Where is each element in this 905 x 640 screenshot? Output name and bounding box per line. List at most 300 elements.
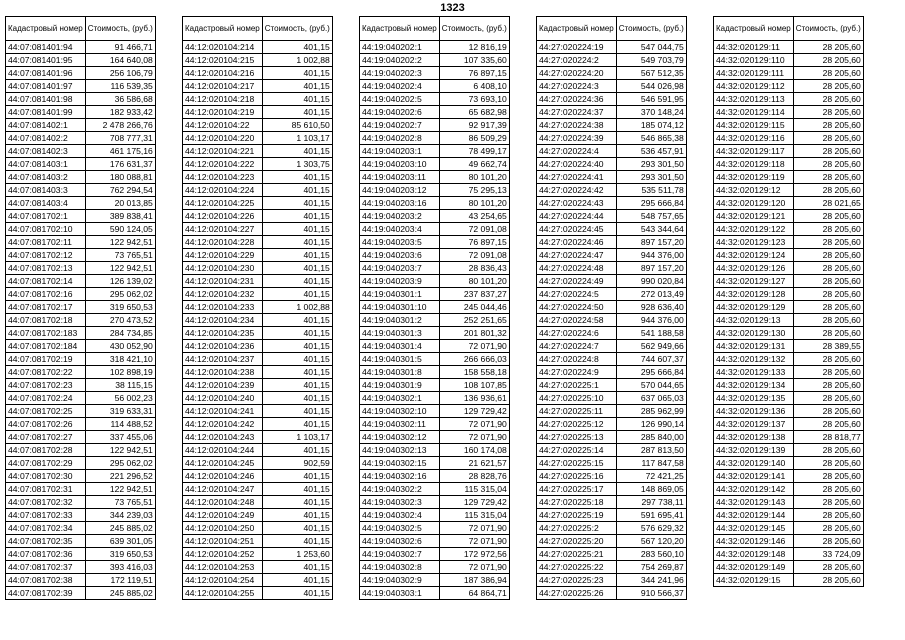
table-row [714,80,864,93]
table-row [6,327,156,340]
cost-cell: 28 205,60 [793,327,863,340]
table-row [714,392,864,405]
cadastral-number-cell: 44:19:040301:3 [360,327,440,340]
cadastral-number-cell: 44:07:081702:25 [6,405,86,418]
table-row [537,561,687,574]
cadastral-number-cell: 44:27:020224:58 [537,314,617,327]
table-row [183,41,333,54]
table-row [6,119,156,132]
cadastral-number-cell: 44:27:020225:10 [537,392,617,405]
table-row [537,158,687,171]
cost-cell: 28 205,60 [793,158,863,171]
cost-cell: 401,15 [262,314,332,327]
table-row [183,431,333,444]
cost-cell: 221 296,52 [85,470,155,483]
cadastral-number-cell: 44:12:020104:252 [183,548,263,561]
table-row [183,314,333,327]
cost-cell: 708 777,31 [85,132,155,145]
cost-cell: 6 408,10 [439,80,509,93]
cost-cell: 28 205,60 [793,67,863,80]
cadastral-number-cell: 44:07:081702:183 [6,327,86,340]
cost-cell: 28 205,60 [793,405,863,418]
cadastral-number-cell: 44:19:040301:10 [360,301,440,314]
table-row [6,301,156,314]
cost-cell: 562 949,66 [616,340,686,353]
cost-cell: 28 205,60 [793,145,863,158]
cost-cell: 461 175,16 [85,145,155,158]
cadastral-number-cell: 44:07:081401:96 [6,67,86,80]
cadastral-number-cell: 44:32:020129:13 [714,314,794,327]
table-row [183,561,333,574]
table-row [537,93,687,106]
cadastral-number-cell: 44:07:081702:22 [6,366,86,379]
table-row [537,379,687,392]
table-row [714,483,864,496]
cost-cell: 401,15 [262,522,332,535]
cost-cell: 389 838,41 [85,210,155,223]
table-row [183,444,333,457]
cost-cell: 12 816,19 [439,41,509,54]
cadastral-number-cell: 44:27:020224:9 [537,366,617,379]
cost-cell: 401,15 [262,275,332,288]
cadastral-number-cell: 44:32:020129:140 [714,457,794,470]
cost-cell: 401,15 [262,561,332,574]
table-row [537,288,687,301]
cost-cell: 897 157,20 [616,236,686,249]
cadastral-number-cell: 44:07:081702:19 [6,353,86,366]
cost-cell: 92 917,39 [439,119,509,132]
cost-cell: 91 466,71 [85,41,155,54]
cost-cell: 114 488,52 [85,418,155,431]
table-row [714,314,864,327]
cadastral-number-cell: 44:19:040302:9 [360,574,440,587]
cost-cell: 72 071,90 [439,418,509,431]
cost-cell: 28 205,60 [793,314,863,327]
table-row [183,418,333,431]
cadastral-number-cell: 44:32:020129:137 [714,418,794,431]
cadastral-number-cell: 44:27:020225:13 [537,431,617,444]
table-row [6,457,156,470]
cost-cell: 117 847,58 [616,457,686,470]
cost-cell: 401,15 [262,223,332,236]
cost-cell: 928 636,40 [616,301,686,314]
cost-cell: 266 666,03 [439,353,509,366]
table-row [183,457,333,470]
cadastral-number-cell: 44:27:020225:17 [537,483,617,496]
table-row [6,93,156,106]
table-row [360,171,510,184]
cost-cell: 897 157,20 [616,262,686,275]
table-row [183,340,333,353]
cadastral-number-cell: 44:27:020224:47 [537,249,617,262]
table-row [537,249,687,262]
cost-cell: 401,15 [262,340,332,353]
cost-cell: 28 205,60 [793,574,863,587]
cost-cell: 990 020,84 [616,275,686,288]
table-row [183,301,333,314]
cadastral-number-cell: 44:19:040203:1 [360,145,440,158]
table-row [183,366,333,379]
cadastral-number-cell: 44:12:020104:236 [183,340,263,353]
cost-cell: 108 107,85 [439,379,509,392]
table-row [183,210,333,223]
cost-cell: 107 335,60 [439,54,509,67]
cadastral-number-cell: 44:32:020129:118 [714,158,794,171]
cost-cell: 116 539,35 [85,80,155,93]
cost-cell: 1 103,17 [262,431,332,444]
cadastral-number-cell: 44:32:020129:132 [714,353,794,366]
table-row [6,314,156,327]
table-row [183,236,333,249]
cadastral-number-cell: 44:32:020129:126 [714,262,794,275]
table-row [714,327,864,340]
page-number: 1323 [440,2,465,14]
cost-cell: 122 942,51 [85,483,155,496]
cost-cell: 75 295,13 [439,184,509,197]
table-row [6,509,156,522]
table-row [537,457,687,470]
cadastral-number-cell: 44:07:081702:17 [6,301,86,314]
cost-cell: 148 869,05 [616,483,686,496]
cadastral-number-cell: 44:27:020224:50 [537,301,617,314]
cadastral-number-cell: 44:12:020104:229 [183,249,263,262]
cost-cell: 401,15 [262,353,332,366]
cadastral-number-cell: 44:27:020224:6 [537,327,617,340]
table-row [183,392,333,405]
cost-cell: 401,15 [262,470,332,483]
cadastral-number-cell: 44:27:020225:15 [537,457,617,470]
table-row [537,574,687,587]
cost-cell: 160 174,08 [439,444,509,457]
cadastral-number-cell: 44:32:020129:128 [714,288,794,301]
cadastral-number-cell: 44:19:040302:6 [360,535,440,548]
cadastral-number-cell: 44:32:020129:138 [714,431,794,444]
cadastral-number-cell: 44:19:040203:12 [360,184,440,197]
cost-cell: 72 091,08 [439,249,509,262]
cost-cell: 86 509,29 [439,132,509,145]
cost-cell: 393 416,03 [85,561,155,574]
cadastral-number-cell: 44:19:040202:6 [360,106,440,119]
table-row [360,509,510,522]
cadastral-number-header: Кадастровый номер [183,17,263,41]
table-row [183,145,333,158]
cadastral-number-cell: 44:32:020129:121 [714,210,794,223]
cadastral-number-cell: 44:27:020224:8 [537,353,617,366]
cadastral-number-cell: 44:19:040301:2 [360,314,440,327]
cadastral-number-cell: 44:19:040302:13 [360,444,440,457]
cadastral-number-cell: 44:27:020224:48 [537,262,617,275]
cadastral-number-cell: 44:12:020104:219 [183,106,263,119]
table-row [537,366,687,379]
cadastral-number-cell: 44:07:081702:30 [6,470,86,483]
table-row [183,379,333,392]
table-row [714,535,864,548]
table-row [360,405,510,418]
table-row [360,548,510,561]
table-row [183,249,333,262]
cadastral-number-cell: 44:19:040203:11 [360,171,440,184]
cadastral-number-cell: 44:19:040202:5 [360,93,440,106]
cost-cell: 401,15 [262,587,332,600]
cost-header: Стоимость, (руб.) [262,17,332,41]
cadastral-number-cell: 44:07:081702:36 [6,548,86,561]
table-row [360,457,510,470]
cost-cell: 319 650,53 [85,301,155,314]
table-row [714,41,864,54]
cadastral-number-header: Кадастровый номер [360,17,440,41]
table-row [6,262,156,275]
cost-header: Стоимость, (руб.) [616,17,686,41]
table-row [360,483,510,496]
cadastral-number-cell: 44:12:020104:217 [183,80,263,93]
table-row [537,444,687,457]
table-row [6,496,156,509]
cadastral-number-cell: 44:07:081403:3 [6,184,86,197]
cost-cell: 401,15 [262,171,332,184]
table-row [714,119,864,132]
cost-cell: 136 936,61 [439,392,509,405]
cost-cell: 401,15 [262,288,332,301]
table-row [360,366,510,379]
cost-cell: 252 251,65 [439,314,509,327]
cost-cell: 122 942,51 [85,236,155,249]
table-row [6,470,156,483]
cost-cell: 65 682,98 [439,106,509,119]
cost-cell: 28 205,60 [793,353,863,366]
cost-cell: 237 837,27 [439,288,509,301]
table-row [6,171,156,184]
cost-cell: 337 455,06 [85,431,155,444]
table-row [6,353,156,366]
cadastral-number-cell: 44:27:020225:26 [537,587,617,600]
cost-cell: 401,15 [262,145,332,158]
table-row [537,483,687,496]
cost-cell: 28 205,60 [793,106,863,119]
cost-cell: 401,15 [262,67,332,80]
table-row [183,171,333,184]
cadastral-number-cell: 44:12:020104:218 [183,93,263,106]
cost-cell: 910 566,37 [616,587,686,600]
cadastral-number-header: Кадастровый номер [537,17,617,41]
cadastral-number-header: Кадастровый номер [6,17,86,41]
table-row [537,392,687,405]
cost-cell: 28 205,60 [793,54,863,67]
table-row [183,132,333,145]
table-row [6,54,156,67]
table-row [360,119,510,132]
cost-cell: 72 071,90 [439,340,509,353]
cadastral-number-cell: 44:07:081702:32 [6,496,86,509]
cost-cell: 570 044,65 [616,379,686,392]
cost-cell: 754 269,87 [616,561,686,574]
table-row [183,496,333,509]
cost-cell: 28 205,60 [793,301,863,314]
cadastral-number-cell: 44:07:081702:184 [6,340,86,353]
cadastral-number-cell: 44:32:020129:134 [714,379,794,392]
cost-cell: 270 473,52 [85,314,155,327]
cost-cell: 401,15 [262,509,332,522]
table-row [537,418,687,431]
cost-cell: 245 044,46 [439,301,509,314]
cost-cell: 401,15 [262,379,332,392]
cadastral-number-cell: 44:32:020129:143 [714,496,794,509]
cadastral-number-cell: 44:19:040202:3 [360,67,440,80]
register-table-3 [359,16,510,600]
table-header-row [537,17,687,41]
table-row [714,54,864,67]
cadastral-number-cell: 44:12:020104:248 [183,496,263,509]
cadastral-number-cell: 44:07:081401:98 [6,93,86,106]
cadastral-number-cell: 44:27:020225:19 [537,509,617,522]
cost-cell: 293 301,50 [616,158,686,171]
cost-cell: 541 188,58 [616,327,686,340]
table-row [714,158,864,171]
table-row [360,470,510,483]
cost-cell: 744 607,37 [616,353,686,366]
cadastral-number-cell: 44:07:081702:28 [6,444,86,457]
table-row [537,197,687,210]
cost-cell: 944 376,00 [616,249,686,262]
table-row [537,41,687,54]
table-row [6,210,156,223]
cadastral-number-cell: 44:12:020104:249 [183,509,263,522]
table-row [714,431,864,444]
cadastral-number-cell: 44:32:020129:114 [714,106,794,119]
cost-cell: 1 002,88 [262,301,332,314]
table-row [183,535,333,548]
cadastral-number-cell: 44:19:040302:4 [360,509,440,522]
cost-cell: 28 836,43 [439,262,509,275]
cadastral-number-cell: 44:12:020104:216 [183,67,263,80]
cadastral-number-cell: 44:12:020104:232 [183,288,263,301]
cost-cell: 284 734,85 [85,327,155,340]
cadastral-number-cell: 44:07:081702:34 [6,522,86,535]
cost-cell: 73 765,51 [85,249,155,262]
table-row [360,418,510,431]
table-row [6,106,156,119]
table-row [183,119,333,132]
cadastral-number-header: Кадастровый номер [714,17,794,41]
cost-cell: 1 253,60 [262,548,332,561]
table-row [537,210,687,223]
cadastral-number-cell: 44:07:081402:1 [6,119,86,132]
cost-cell: 28 205,60 [793,236,863,249]
cost-cell: 401,15 [262,366,332,379]
cost-cell: 28 389,55 [793,340,863,353]
cadastral-number-cell: 44:12:020104:227 [183,223,263,236]
table-row [360,496,510,509]
cost-cell: 401,15 [262,210,332,223]
table-row [714,509,864,522]
cadastral-number-cell: 44:12:020104:253 [183,561,263,574]
cost-cell: 28 205,60 [793,288,863,301]
cost-cell: 401,15 [262,41,332,54]
cadastral-number-cell: 44:19:040301:8 [360,366,440,379]
table-row [537,54,687,67]
cost-cell: 430 052,90 [85,340,155,353]
table-row [360,197,510,210]
table-row [537,184,687,197]
table-row [360,132,510,145]
cost-cell: 80 101,20 [439,197,509,210]
cost-cell: 546 865,38 [616,132,686,145]
cadastral-number-cell: 44:32:020129:131 [714,340,794,353]
cadastral-number-cell: 44:07:081402:2 [6,132,86,145]
cadastral-number-cell: 44:12:020104:230 [183,262,263,275]
cadastral-number-cell: 44:19:040302:1 [360,392,440,405]
cadastral-number-cell: 44:27:020224:38 [537,119,617,132]
cadastral-number-cell: 44:32:020129:148 [714,548,794,561]
cadastral-number-cell: 44:07:081702:13 [6,262,86,275]
cost-cell: 129 729,42 [439,405,509,418]
cost-cell: 28 205,60 [793,184,863,197]
cadastral-number-cell: 44:27:020225:16 [537,470,617,483]
table-row [360,301,510,314]
table-row [360,327,510,340]
table-row [714,418,864,431]
cadastral-number-cell: 44:27:020224:3 [537,80,617,93]
table-row [537,171,687,184]
cadastral-number-cell: 44:19:040202:2 [360,54,440,67]
cadastral-number-cell: 44:32:020129:15 [714,574,794,587]
table-row [183,548,333,561]
table-row [6,444,156,457]
table-row [714,379,864,392]
table-row [537,509,687,522]
table-row [537,548,687,561]
table-row [6,587,156,600]
table-row [183,197,333,210]
table-row [183,93,333,106]
cost-cell: 201 801,32 [439,327,509,340]
table-row [183,80,333,93]
cost-cell: 164 640,08 [85,54,155,67]
cost-cell: 401,15 [262,93,332,106]
table-row [360,340,510,353]
table-row [360,145,510,158]
table-row [714,93,864,106]
cost-cell: 49 662,74 [439,158,509,171]
table-header-row [6,17,156,41]
cadastral-number-cell: 44:12:020104:237 [183,353,263,366]
table-row [6,158,156,171]
table-row [360,561,510,574]
cost-cell: 64 864,71 [439,587,509,600]
table-row [537,80,687,93]
cost-cell: 295 062,02 [85,288,155,301]
table-row [6,236,156,249]
cadastral-number-cell: 44:12:020104:224 [183,184,263,197]
cadastral-number-cell: 44:32:020129:11 [714,41,794,54]
table-row [714,171,864,184]
cost-cell: 401,15 [262,106,332,119]
cadastral-number-cell: 44:19:040302:16 [360,470,440,483]
table-row [360,288,510,301]
table-row [183,483,333,496]
table-row [6,522,156,535]
cadastral-number-cell: 44:12:020104:22 [183,119,263,132]
register-table-4 [536,16,687,600]
cadastral-number-cell: 44:12:020104:240 [183,392,263,405]
cadastral-number-cell: 44:32:020129:130 [714,327,794,340]
cost-cell: 293 301,50 [616,171,686,184]
cadastral-number-cell: 44:19:040202:4 [360,80,440,93]
cost-cell: 122 942,51 [85,262,155,275]
cost-cell: 401,15 [262,496,332,509]
cadastral-number-cell: 44:07:081702:23 [6,379,86,392]
cadastral-number-cell: 44:27:020225:22 [537,561,617,574]
table-header-row [183,17,333,41]
